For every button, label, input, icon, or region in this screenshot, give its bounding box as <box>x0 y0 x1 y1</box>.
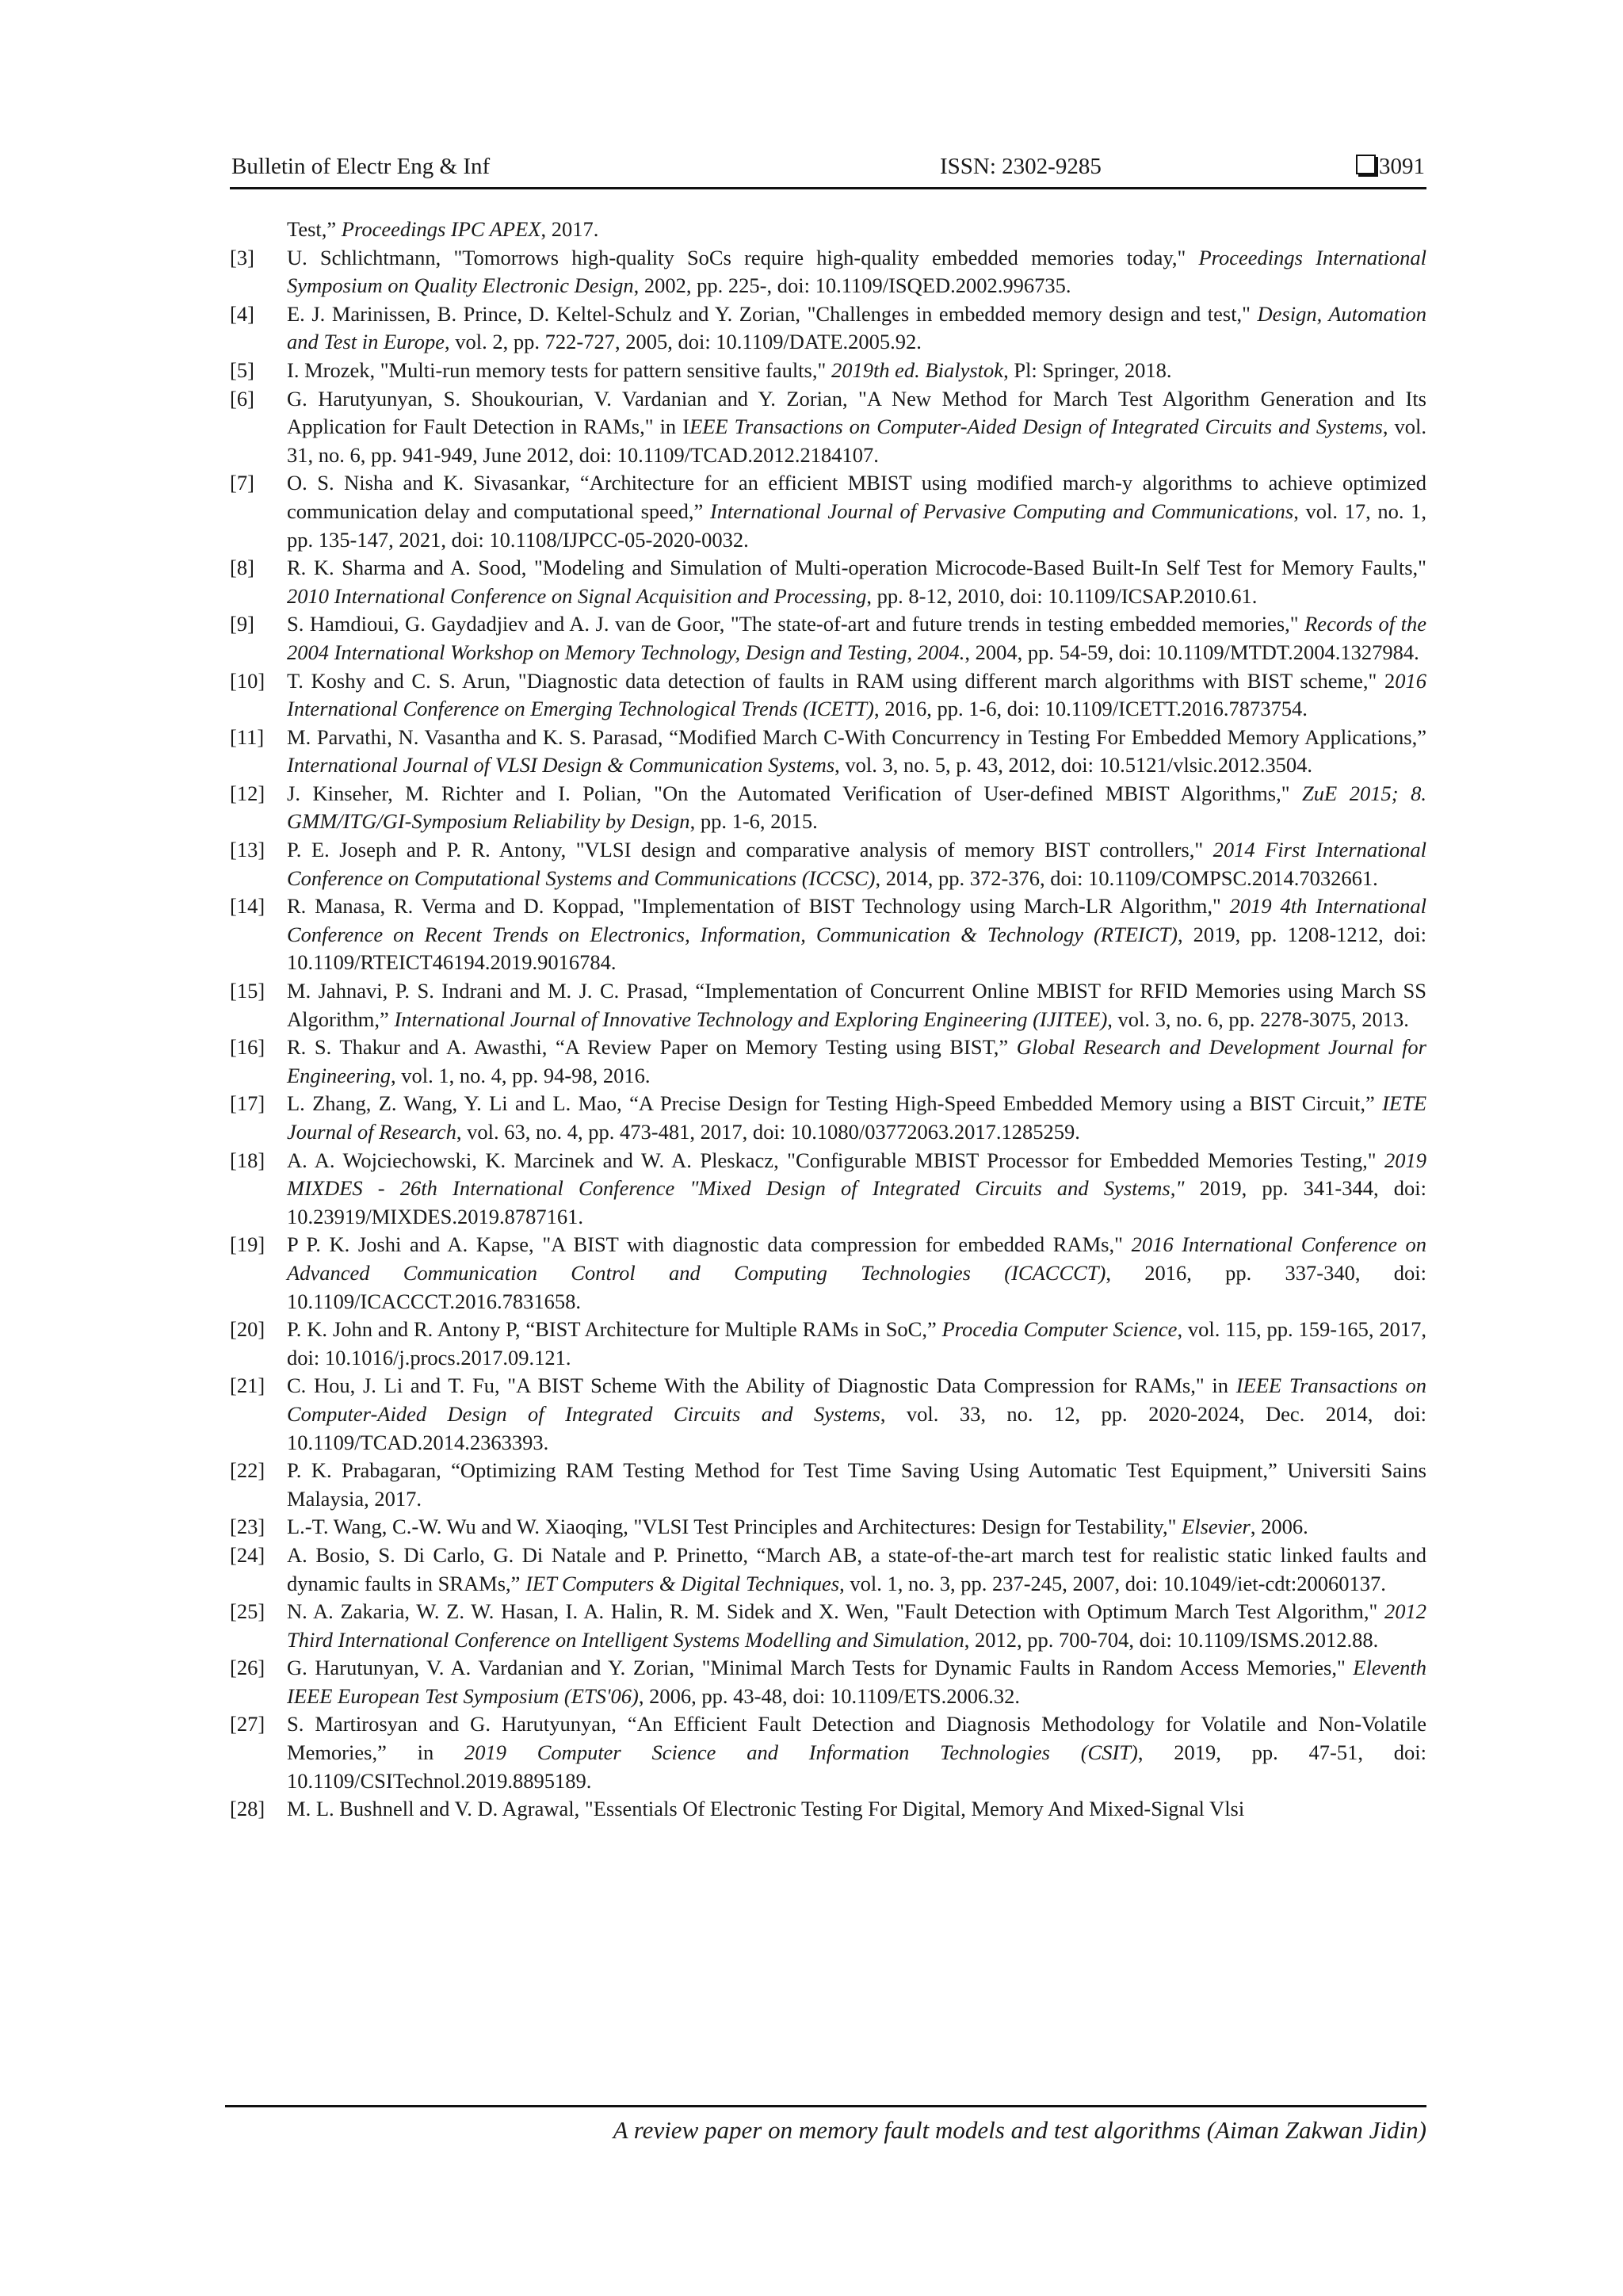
reference-entry <box>230 780 1426 836</box>
page-number-wrap <box>1356 154 1425 180</box>
reference-text <box>287 300 1426 357</box>
reference-number: [10] <box>230 668 265 693</box>
reference-number: [27] <box>230 1712 265 1736</box>
reference-number: [19] <box>230 1232 265 1257</box>
reference-text <box>287 216 1426 244</box>
reference-text <box>287 836 1426 892</box>
reference-source: EEE Transactions on Computer-Aided Design of Integrated Circuits and Systems <box>689 415 1383 439</box>
reference-segment: L.-T. Wang, C.-W. Wu and W. Xiaoqing, "VLSI Test Principles and Architectures: Design for Testability," <box>287 1515 1182 1539</box>
reference-number: [11] <box>230 724 265 749</box>
reference-entry <box>230 1654 1426 1710</box>
reference-entry <box>230 1513 1426 1541</box>
reference-entry <box>230 1316 1426 1372</box>
reference-text <box>287 667 1426 724</box>
reference-segment: , 2006, pp. 43-48, doi: 10.1109/ETS.2006.32. <box>638 1683 1021 1708</box>
reference-segment: , 2006. <box>1250 1515 1308 1539</box>
reference-number: [14] <box>230 894 265 919</box>
reference-number: [7] <box>230 471 254 495</box>
reference-segment: P P. K. Joshi and A. Kapse, "A BIST with diagnostic data compression for embedded RAMs," <box>287 1232 1132 1257</box>
reference-text <box>287 1457 1426 1513</box>
reference-number: [25] <box>230 1599 265 1624</box>
reference-entry <box>230 1598 1426 1654</box>
reference-text <box>287 1513 1426 1541</box>
reference-number: [22] <box>230 1458 265 1483</box>
reference-segment: A. Bosio, S. Di Carlo, G. Di Natale and P. Prinetto, “March AB, a state-of-the-art march test for realistic static linked faults and dynamic faults in SRAMs,” <box>287 1542 1426 1595</box>
reference-segment: , 2019, pp. 1208-1212, doi: 10.1109/RTEICT46194.2019.9016784. <box>287 922 1426 975</box>
reference-number: [9] <box>230 612 254 636</box>
journal-name: Bulletin of Electr Eng & Inf <box>231 154 491 179</box>
reference-number: [5] <box>230 357 254 382</box>
reference-entry <box>230 1541 1426 1598</box>
reference-text <box>287 469 1426 554</box>
reference-entry <box>230 1372 1426 1457</box>
issn: ISSN: 2302-9285 <box>940 154 1102 179</box>
reference-entry <box>230 385 1426 470</box>
reference-entry <box>230 1090 1426 1146</box>
reference-text <box>287 1372 1426 1457</box>
reference-text <box>287 892 1426 977</box>
reference-text <box>287 1147 1426 1232</box>
reference-number: [24] <box>230 1542 265 1567</box>
reference-source: International Journal of Pervasive Computing and Communications <box>709 499 1294 523</box>
reference-entry <box>230 977 1426 1033</box>
reference-entry <box>230 892 1426 977</box>
reference-number: [4] <box>230 301 254 326</box>
reference-entry <box>230 610 1426 667</box>
reference-source: IETE Journal of Research <box>287 1091 1426 1144</box>
reference-segment: L. Zhang, Z. Wang, Y. Li and L. Mao, “A Precise Design for Testing High-Speed Embedded Memory using a BIST Circuit,” <box>287 1091 1383 1116</box>
reference-segment: , vol. 17, no. 1, pp. 135-147, 2021, doi: 10.1108/IJPCC-05-2020-0032. <box>287 499 1426 552</box>
reference-entry <box>230 244 1426 300</box>
reference-segment: M. Jahnavi, P. S. Indrani and M. J. C. Prasad, “Implementation of Concurrent Online MBIST for RFID Memories using March SS Algorithm,” <box>287 979 1426 1031</box>
reference-segment: , vol. 3, no. 6, pp. 2278-3075, 2013. <box>1107 1007 1409 1031</box>
reference-source: 2012 Third International Conference on Intelligent Systems Modelling and Simulation <box>287 1599 1426 1652</box>
reference-segment: T. Koshy and C. S. Arun, "Diagnostic data detection of faults in RAM using different march algorithms with BIST scheme," 2 <box>287 668 1396 693</box>
reference-number <box>230 216 287 244</box>
reference-entry <box>230 1795 1426 1824</box>
reference-text <box>287 1541 1426 1598</box>
reference-source: Eleventh IEEE European Test Symposium (ETS'06) <box>287 1656 1426 1708</box>
reference-segment: , vol. 31, no. 6, pp. 941-949, June 2012, doi: 10.1109/TCAD.2012.2184107. <box>287 415 1426 467</box>
reference-source: 016 International Conference on Emerging Technological Trends (ICETT) <box>287 668 1426 721</box>
reference-source: Elsevier <box>1182 1515 1251 1539</box>
reference-segment: M. L. Bushnell and V. D. Agrawal, "Essentials Of Electronic Testing For Digital, Memory And Mixed-Signal Vlsi <box>287 1797 1245 1821</box>
reference-number: [13] <box>230 838 265 862</box>
reference-source: 2019 MIXDES - 26th International Conference "Mixed Design of Integrated Circuits and Systems," <box>287 1148 1426 1201</box>
reference-entry <box>230 300 1426 357</box>
running-title: A review paper on memory fault models and test algorithms (Aiman Zakwan Jidin) <box>613 2116 1426 2144</box>
reference-source: IET Computers & Digital Techniques <box>525 1571 840 1595</box>
reference-segment: C. Hou, J. Li and T. Fu, "A BIST Scheme With the Ability of Diagnostic Data Compression for RAMs," in <box>287 1373 1236 1398</box>
reference-entry <box>230 1710 1426 1795</box>
reference-segment: G. Harutunyan, V. A. Vardanian and Y. Zorian, "Minimal March Tests for Dynamic Faults in Random Access Memories," <box>287 1656 1354 1680</box>
reference-source: 2019th ed. Bialystok <box>831 357 1004 382</box>
reference-segment: , pp. 1-6, 2015. <box>689 809 818 834</box>
reference-segment: , vol. 1, no. 4, pp. 94-98, 2016. <box>391 1063 651 1087</box>
reference-segment: N. A. Zakaria, W. Z. W. Hasan, I. A. Halin, R. M. Sidek and X. Wen, "Fault Detection with Optimum March Test Algorithm," <box>287 1599 1384 1624</box>
reference-segment: A. A. Wojciechowski, K. Marcinek and W. A. Pleskacz, "Configurable MBIST Processor for Embedded Memories Testing," <box>287 1148 1384 1172</box>
reference-source: Records of the 2004 International Workshop on Memory Technology, Design and Testing, 2004. <box>287 612 1426 664</box>
reference-segment: , vol. 2, pp. 722-727, 2005, doi: 10.1109/DATE.2005.92. <box>445 330 922 354</box>
reference-entry <box>230 836 1426 892</box>
reference-segment: , 2016, pp. 1-6, doi: 10.1109/ICETT.2016.7873754. <box>873 697 1308 721</box>
reference-segment: O. S. Nisha and K. Sivasankar, “Architecture for an efficient MBIST using modified march-y algorithms to achieve optimized communication delay and computational speed,” <box>287 471 1426 523</box>
reference-segment: R. S. Thakur and A. Awasthi, “A Review Paper on Memory Testing using BIST,” <box>287 1035 1017 1060</box>
reference-entry <box>230 216 1426 244</box>
reference-segment: P. K. John and R. Antony P, “BIST Architecture for Multiple RAMs in SoC,” <box>287 1317 942 1342</box>
reference-number: [21] <box>230 1373 265 1398</box>
reference-number: [16] <box>230 1035 265 1060</box>
reference-segment: M. Parvathi, N. Vasantha and K. S. Parasad, “Modified March C-With Concurrency in Testing For Embedded Memory Applications,” <box>287 724 1426 749</box>
reference-number: [12] <box>230 781 265 805</box>
reference-segment: R. K. Sharma and A. Sood, "Modeling and Simulation of Multi-operation Microcode-Based Built-In Self Test for Memory Faults," <box>287 556 1426 580</box>
reference-text <box>287 610 1426 667</box>
reference-list <box>230 216 1426 1824</box>
reference-segment: , vol. 1, no. 3, pp. 237-245, 2007, doi: 10.1049/iet-cdt:20060137. <box>839 1571 1386 1595</box>
reference-number: [20] <box>230 1317 265 1342</box>
reference-source: Global Research and Development Journal for Engineering <box>287 1035 1426 1087</box>
reference-text <box>287 1795 1426 1824</box>
reference-segment: , vol. 115, pp. 159-165, 2017, doi: 10.1016/j.procs.2017.09.121. <box>287 1317 1426 1370</box>
reference-number: [26] <box>230 1656 265 1680</box>
reference-number: [8] <box>230 556 254 580</box>
reference-segment: , 2014, pp. 372-376, doi: 10.1109/COMPSC.2014.7032661. <box>875 865 1378 890</box>
reference-segment: P. E. Joseph and P. R. Antony, "VLSI design and comparative analysis of memory BIST controllers," <box>287 838 1213 862</box>
reference-source: 2019 4th International Conference on Recent Trends on Electronics, Information, Communication & Technology (RTEICT) <box>287 894 1426 946</box>
reference-entry <box>230 469 1426 554</box>
reference-number: [18] <box>230 1148 265 1172</box>
reference-text <box>287 1710 1426 1795</box>
reference-entry <box>230 1457 1426 1513</box>
reference-source: Proceedings IPC APEX <box>341 217 541 241</box>
reference-number: [28] <box>230 1797 265 1821</box>
reference-segment: J. Kinseher, M. Richter and I. Polian, "On the Automated Verification of User-defined MBIST Algorithms," <box>287 781 1303 805</box>
reference-entry <box>230 357 1426 385</box>
reference-entry <box>230 1231 1426 1316</box>
reference-entry <box>230 1147 1426 1232</box>
reference-segment: , 2004, pp. 54-59, doi: 10.1109/MTDT.2004.1327984. <box>964 640 1419 664</box>
reference-segment: , 2012, pp. 700-704, doi: 10.1109/ISMS.2012.88. <box>964 1627 1379 1652</box>
reference-segment: , vol. 33, no. 12, pp. 2020-2024, Dec. 2014, doi: 10.1109/TCAD.2014.2363393. <box>287 1401 1427 1454</box>
reference-text <box>287 1090 1426 1146</box>
reference-entry <box>230 1033 1426 1090</box>
reference-segment: , Pl: Springer, 2018. <box>1003 357 1172 382</box>
reference-segment: I. Mrozek, "Multi-run memory tests for pattern sensitive faults," <box>287 357 831 382</box>
reference-segment: , pp. 8-12, 2010, doi: 10.1109/ICSAP.2010.61. <box>866 583 1258 608</box>
reference-source: 2019 Computer Science and Information Technologies (CSIT) <box>464 1740 1138 1765</box>
reference-source: Design, Automation and Test in Europe <box>287 301 1426 354</box>
reference-source: ZuE 2015; 8. GMM/ITG/GI-Symposium Reliability by Design <box>287 781 1426 834</box>
reference-text <box>287 977 1426 1033</box>
reference-number: [17] <box>230 1091 265 1116</box>
reference-segment: , vol. 3, no. 5, p. 43, 2012, doi: 10.5121/vlsic.2012.3504. <box>834 753 1313 777</box>
reference-segment: , 2017. <box>540 217 599 241</box>
reference-source: Proceedings International Symposium on Quality Electronic Design <box>287 245 1426 298</box>
footer-divider <box>225 2105 1426 2107</box>
reference-source: 2010 International Conference on Signal Acquisition and Processing <box>287 583 867 608</box>
reference-text <box>287 1033 1426 1090</box>
reference-text <box>287 1316 1426 1372</box>
page-header <box>230 152 1426 189</box>
reference-text <box>287 1231 1426 1316</box>
reference-text <box>287 780 1426 836</box>
reference-number: [15] <box>230 979 265 1003</box>
reference-number: [3] <box>230 245 254 269</box>
reference-segment: G. Harutyunyan, S. Shoukourian, V. Vardanian and Y. Zorian, "A New Method for March Test Algorithm Generation and Its Application for Fault Detection in RAMs," in I <box>287 386 1426 439</box>
page-box-icon <box>1356 155 1376 174</box>
reference-text <box>287 1654 1426 1710</box>
reference-source: International Journal of VLSI Design & Communication Systems <box>287 753 835 777</box>
reference-entry <box>230 667 1426 724</box>
reference-source: Procedia Computer Science <box>941 1317 1178 1342</box>
reference-number: [6] <box>230 386 254 411</box>
reference-entry <box>230 724 1426 780</box>
reference-source: International Journal of Innovative Technology and Exploring Engineering (IJITEE) <box>394 1007 1108 1031</box>
reference-segment: R. Manasa, R. Verma and D. Koppad, "Implementation of BIST Technology using March-LR Algorithm," <box>287 894 1230 919</box>
reference-segment: S. Hamdioui, G. Gaydadjiev and A. J. van de Goor, "The state-of-art and future trends in testing embedded memories," <box>287 612 1305 636</box>
reference-segment: U. Schlichtmann, "Tomorrows high-quality SoCs require high-quality embedded memories today," <box>287 245 1199 269</box>
reference-text <box>287 1598 1426 1654</box>
reference-entry <box>230 554 1426 610</box>
reference-source: 2014 First International Conference on Computational Systems and Communications (ICCSC) <box>287 838 1426 890</box>
reference-text <box>287 244 1426 300</box>
reference-text <box>287 554 1426 610</box>
reference-text <box>287 385 1426 470</box>
reference-source: 2016 International Conference on Advanced Communication Control and Computing Technologies (ICACCCT) <box>287 1232 1426 1285</box>
reference-segment: P. K. Prabagaran, “Optimizing RAM Testing Method for Test Time Saving Using Automatic Test Equipment,” Universiti Sains Malaysia, 2017. <box>287 1458 1426 1511</box>
reference-source: IEEE Transactions on Computer-Aided Design of Integrated Circuits and Systems <box>287 1373 1426 1426</box>
reference-segment: Test,” <box>287 217 342 241</box>
reference-segment: , 2002, pp. 225-, doi: 10.1109/ISQED.2002.996735. <box>633 273 1071 298</box>
reference-segment: E. J. Marinissen, B. Prince, D. Keltel-Schulz and Y. Zorian, "Challenges in embedded memory design and test," <box>287 301 1258 326</box>
reference-text <box>287 357 1426 385</box>
reference-segment: , 2019, pp. 47-51, doi: 10.1109/CSITechnol.2019.8895189. <box>287 1740 1426 1793</box>
page-number: 3091 <box>1379 154 1425 179</box>
reference-number: [23] <box>230 1515 265 1539</box>
reference-segment: , 2016, pp. 337-340, doi: 10.1109/ICACCCT.2016.7831658. <box>287 1260 1426 1313</box>
reference-segment: , vol. 63, no. 4, pp. 473-481, 2017, doi: 10.1080/03772063.2017.1285259. <box>456 1120 1080 1144</box>
reference-text <box>287 724 1426 780</box>
reference-segment: 2019, pp. 341-344, doi: 10.23919/MIXDES.2019.8787161. <box>287 1176 1426 1228</box>
reference-segment: S. Martirosyan and G. Harutyunyan, “An Efficient Fault Detection and Diagnosis Methodology for Volatile and Non-Volatile Memories,” in <box>287 1712 1426 1765</box>
